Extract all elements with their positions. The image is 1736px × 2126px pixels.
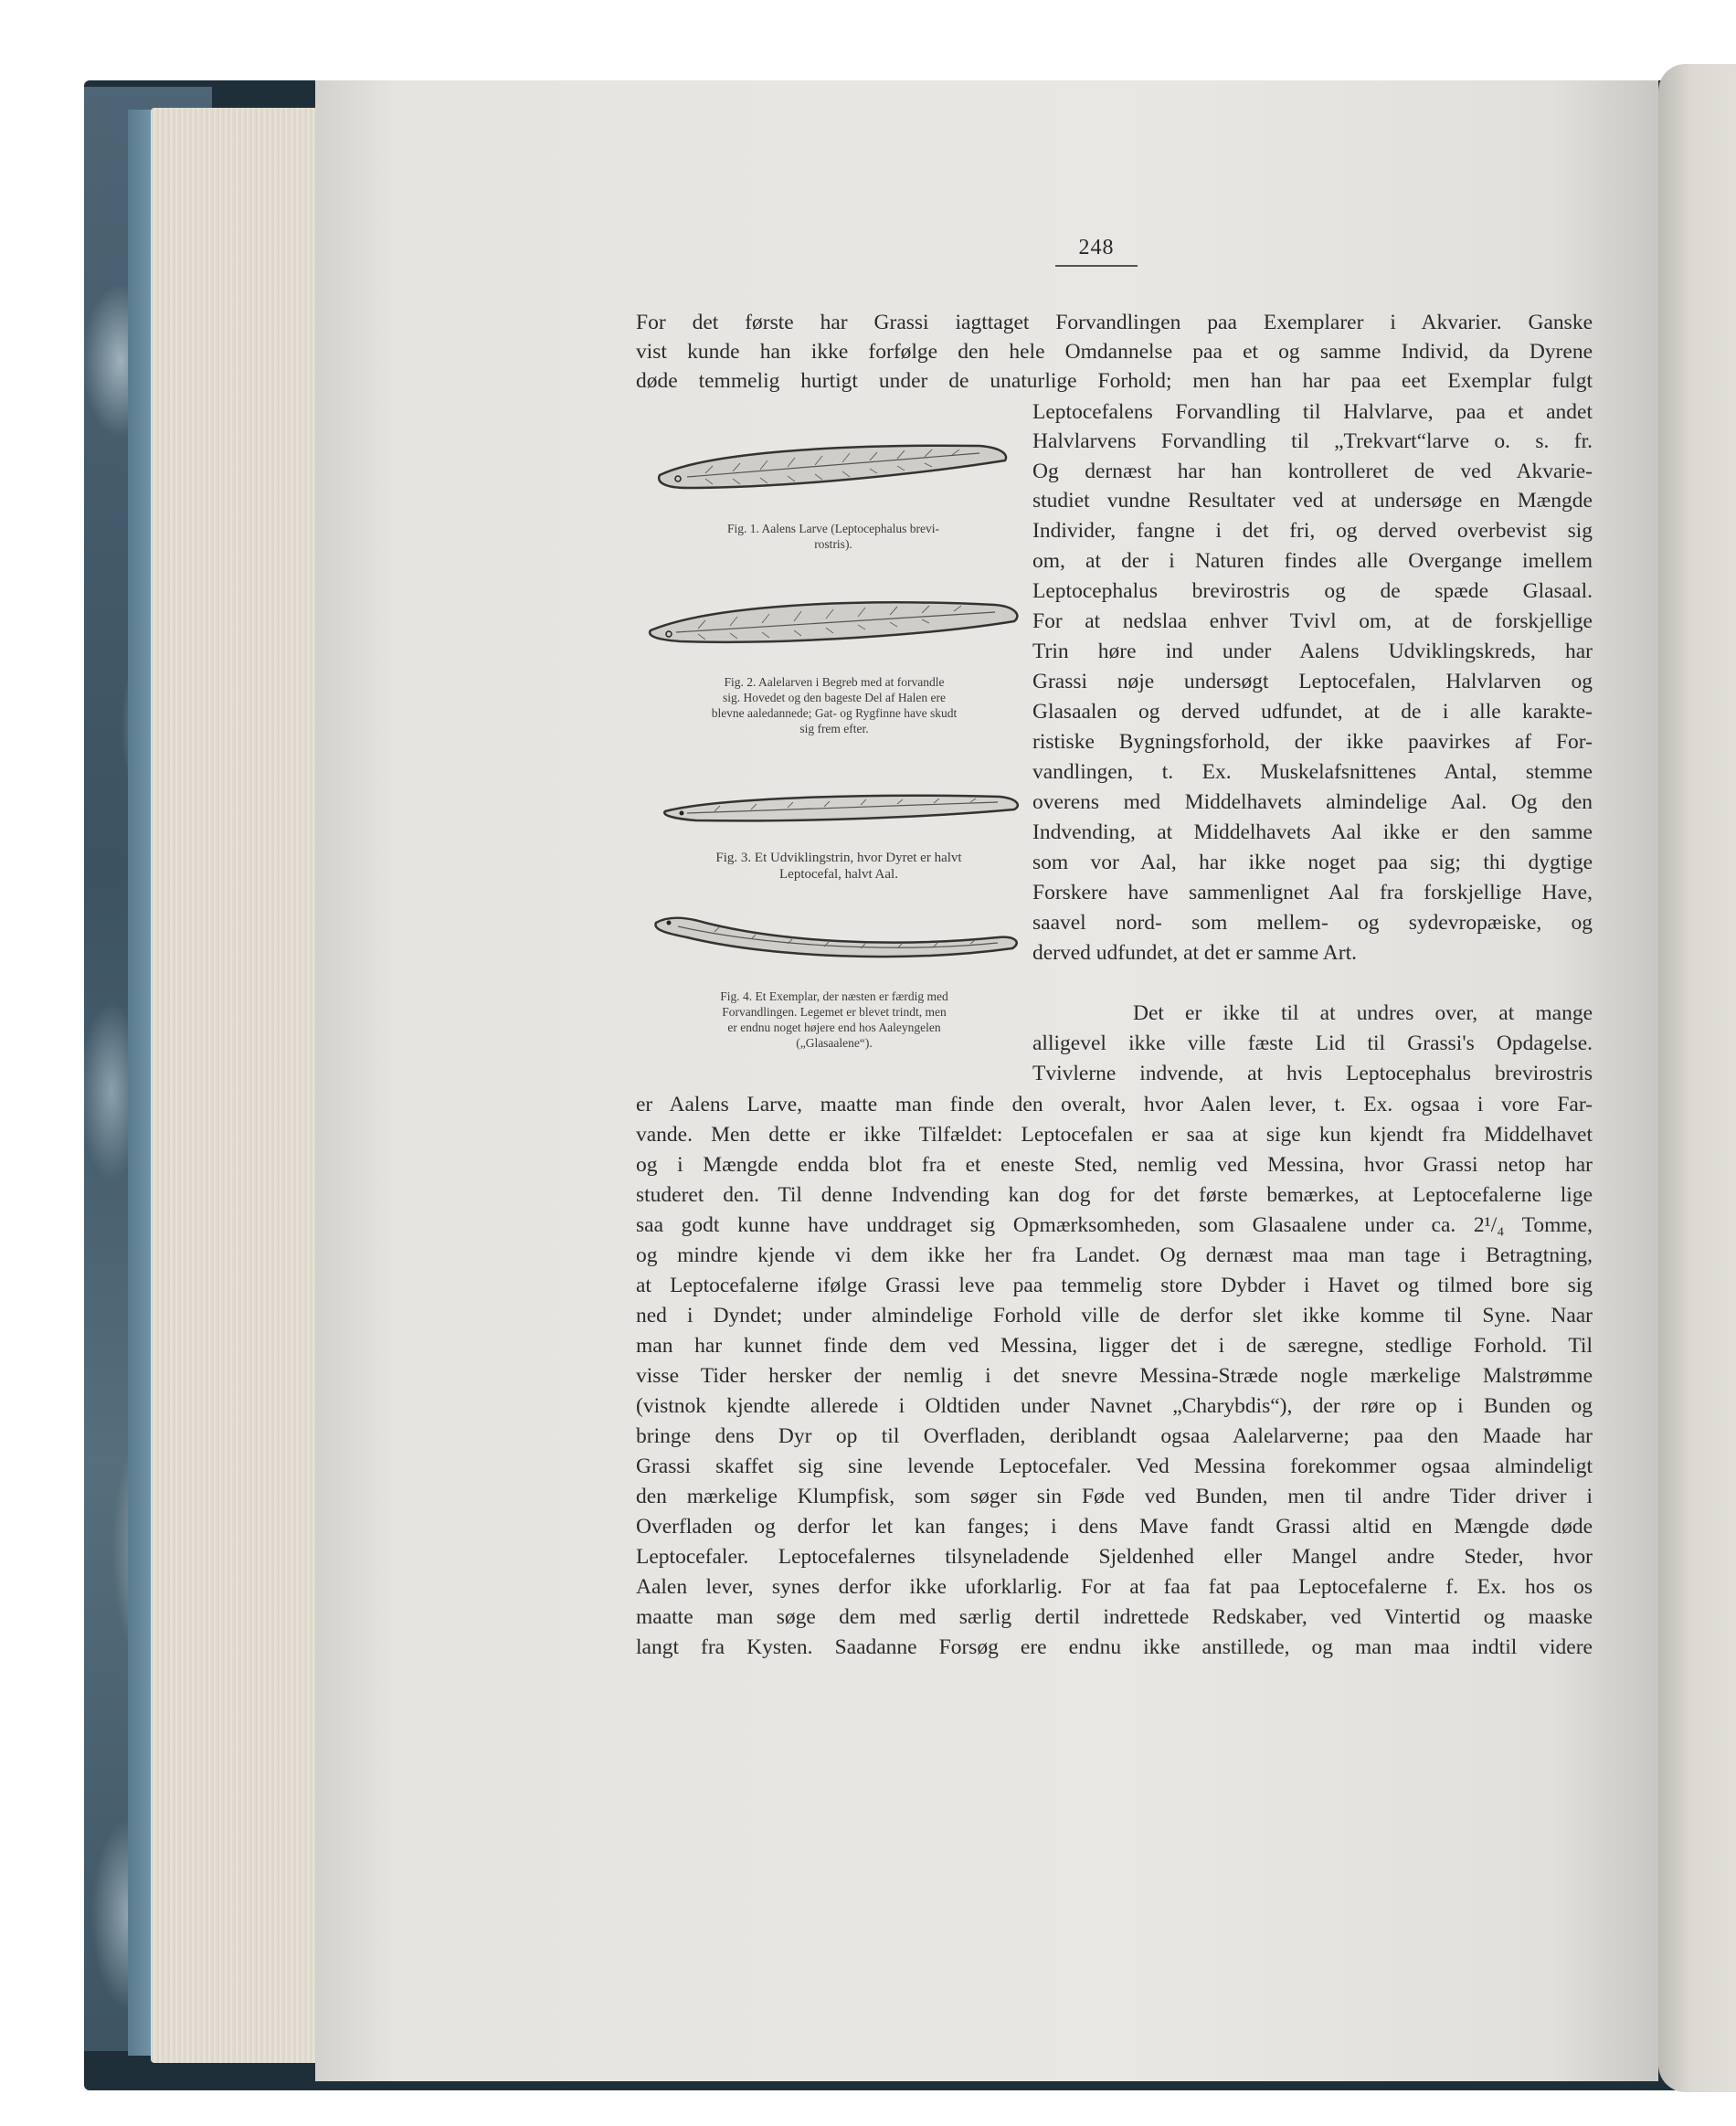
side-text-line: derved udfundet, at det er samme Art. [1032, 941, 1357, 965]
body-text-line: man har kunnet finde dem ved Messina, ligger det i de særegne, stedlige Forhold. Til [636, 1334, 1593, 1358]
side-text-line: Individer, fangne i det fri, og derved overbevist sig [1032, 519, 1593, 543]
side-text-line: vandlingen, t. Ex. Muskelafsnittenes Antal, stemme [1032, 760, 1593, 784]
side-text-line: ristiske Bygningsforhold, der ikke paavirkes af For- [1032, 730, 1593, 754]
fig-1-caption-line: rostris). [814, 537, 852, 551]
fig-1-caption-line: Fig. 1. Aalens Larve (Leptocephalus brevi- [726, 522, 940, 535]
body-text-line: ned i Dyndet; under almindelige Forhold ville de derfor slet ikke komme til Syne. Naar [636, 1304, 1593, 1327]
body-text-line: studeret den. Til denne Indvending kan dog for det første bemærkes, at Leptocefalerne lige [636, 1183, 1593, 1207]
side-text-line: Det er ikke til at undres over, at mange [1133, 1001, 1593, 1025]
fig-3-caption-line: Leptocefal, halvt Aal. [779, 867, 898, 882]
page-number-rule [1055, 265, 1138, 267]
side-text-line: Tvivlerne indvende, at hvis Leptocephalus brevirostris [1032, 1062, 1593, 1085]
side-text-line: overens med Middelhavets almindelige Aal. Og den [1032, 790, 1593, 814]
body-text-line: at Leptocefalerne ifølge Grassi leve paa temmelig store Dybder i Havet og tilmed bore sig [636, 1274, 1593, 1297]
fig-2-caption-line: blevne aaledannede; Gat- og Rygfinne have skudt [711, 706, 958, 720]
page-number: 248 [1078, 236, 1115, 259]
body-text-line: bringe dens Dyr op til Overfladen, deriblandt ogsaa Aalelarverne; paa den Maade har [636, 1424, 1593, 1448]
side-text-line: Leptocephalus brevirostris og de spæde Glasaal. [1032, 579, 1593, 603]
fig-4-caption-line: Forvandlingen. Legemet er blevet trindt, men [722, 1005, 947, 1019]
fig-2-caption-line: Fig. 2. Aalelarven i Begreb med at forvandle [724, 675, 945, 689]
body-text-line: (vistnok kjendte allerede i Oldtiden under Navnet „Charybdis“), der røre op i Bunden og [636, 1394, 1593, 1418]
body-text-line: Overfladen og derfor let kan fanges; i dens Mave fandt Grassi altid en Mængde døde [636, 1515, 1593, 1539]
body-text-line: Leptocefaler. Leptocefalernes tilsyneladende Sjeldenhed eller Mangel andre Steder, hvor [636, 1545, 1593, 1569]
intro-line: vist kunde han ikke forfølge den hele Omdannelse paa et og samme Individ, da Dyrene [636, 340, 1593, 364]
fig-3-caption-line: Fig. 3. Et Udviklingstrin, hvor Dyret er halvt [715, 851, 962, 865]
side-text-line: For at nedslaa enhver Tvivl om, at de forskjellige [1032, 609, 1593, 633]
facing-page-edge [1658, 64, 1736, 2092]
side-text-line: om, at der i Naturen findes alle Overgange imellem [1032, 549, 1593, 573]
page-block-edges [151, 108, 333, 2063]
body-text-line: og i Mængde endda blot fra et eneste Sted, nemlig ved Messina, hvor Grassi netop har [636, 1153, 1593, 1177]
fig-1-larva-illustration [651, 437, 1016, 501]
side-text-line: Halvlarvens Forvandling til „Trekvart“larve o. s. fr. [1032, 429, 1593, 453]
fig-4-caption-line: Fig. 4. Et Exemplar, der næsten er færdig med [720, 989, 948, 1003]
fig-3-half-eel-illustration [660, 786, 1025, 831]
fig-3-caption [651, 850, 1027, 883]
body-text-line: visse Tider hersker der nemlig i det snevre Messina-Stræde nogle mærkelige Malstrømme [636, 1364, 1593, 1388]
body-text-line: Aalen lever, synes derfor ikke uforklarlig. For at faa fat paa Leptocefalerne f. Ex. hos os [636, 1575, 1593, 1599]
side-text-line: Indvending, at Middelhavets Aal ikke er den samme [1032, 820, 1593, 844]
body-text-line: langt fra Kysten. Saadanne Forsøg ere endnu ikke anstillede, og man maa indtil videre [636, 1635, 1593, 1659]
body-text-line: er Aalens Larve, maatte man finde den overalt, hvor Aalen lever, t. Ex. ogsaa i vore Far- [636, 1093, 1593, 1116]
fig-2-caption [643, 674, 1025, 736]
side-text-line: Trin høre ind under Aalens Udviklingskreds, har [1032, 640, 1593, 663]
body-text-line: Grassi skaffet sig sine levende Leptocefaler. Ved Messina forekommer ogsaa almindeligt [636, 1454, 1593, 1478]
intro-line: For det første har Grassi iagttaget Forvandlingen paa Exemplarer i Akvarier. Ganske [636, 311, 1593, 334]
side-text-line: Grassi nøje undersøgt Leptocefalen, Halvlarven og [1032, 670, 1593, 693]
side-text-line: saavel nord- som mellem- og sydevropæiske, og [1032, 911, 1593, 935]
side-text-line: studiet vundne Resultater ved at undersøge en Mængde [1032, 489, 1593, 513]
body-text-line: maatte man søge dem med særlig dertil indrettede Redskaber, ved Vintertid og maaske [636, 1605, 1593, 1629]
fig-4-caption-line: er endnu noget højere end hos Aaleyngelen [727, 1021, 941, 1034]
side-text-line: alligevel ikke ville fæste Lid til Grassi's Opdagelse. [1032, 1031, 1593, 1055]
side-text-line: Glasaalen og derved udfundet, at de i alle karakte- [1032, 700, 1593, 724]
body-text-line: den mærkelige Klumpfisk, som søger sin Føde ved Bunden, men til andre Tider driver i [636, 1485, 1593, 1508]
body-text-line: vande. Men dette er ikke Tilfældet: Leptocefalen er saa at sige kun kjendt fra Middelhavet [636, 1123, 1593, 1147]
side-text-line: Leptocefalens Forvandling til Halvlarve, paa et andet [1032, 400, 1593, 424]
fig-2-larva-illustration [643, 592, 1027, 656]
fig-4-eel-illustration [651, 910, 1025, 965]
fig-1-caption [651, 521, 1016, 552]
body-text-line: og mindre kjende vi dem ikke her fra Landet. Og dernæst maa man tage i Betragtning, [636, 1243, 1593, 1267]
side-text-line: Forskere have sammenlignet Aal fra forskjellige Have, [1032, 881, 1593, 904]
side-text-line: Og dernæst har han kontrolleret de ved Akvarie- [1032, 460, 1593, 483]
fig-2-caption-line: sig frem efter. [799, 722, 869, 735]
body-text-line: saa godt kunne have unddraget sig Opmærksomheden, som Glasaalene under ca. 2¹/₄ Tomme, [636, 1213, 1593, 1237]
fig-2-caption-line: sig. Hovedet og den bageste Del af Halen ere [722, 691, 947, 704]
fig-4-caption [645, 989, 1023, 1051]
side-text-line: som vor Aal, har ikke noget paa sig; thi dygtige [1032, 851, 1593, 874]
intro-line: døde temmelig hurtigt under de unaturlige Forhold; men han har paa eet Exemplar fulgt [636, 369, 1593, 393]
fig-4-caption-line: („Glasaalene“). [796, 1036, 873, 1050]
